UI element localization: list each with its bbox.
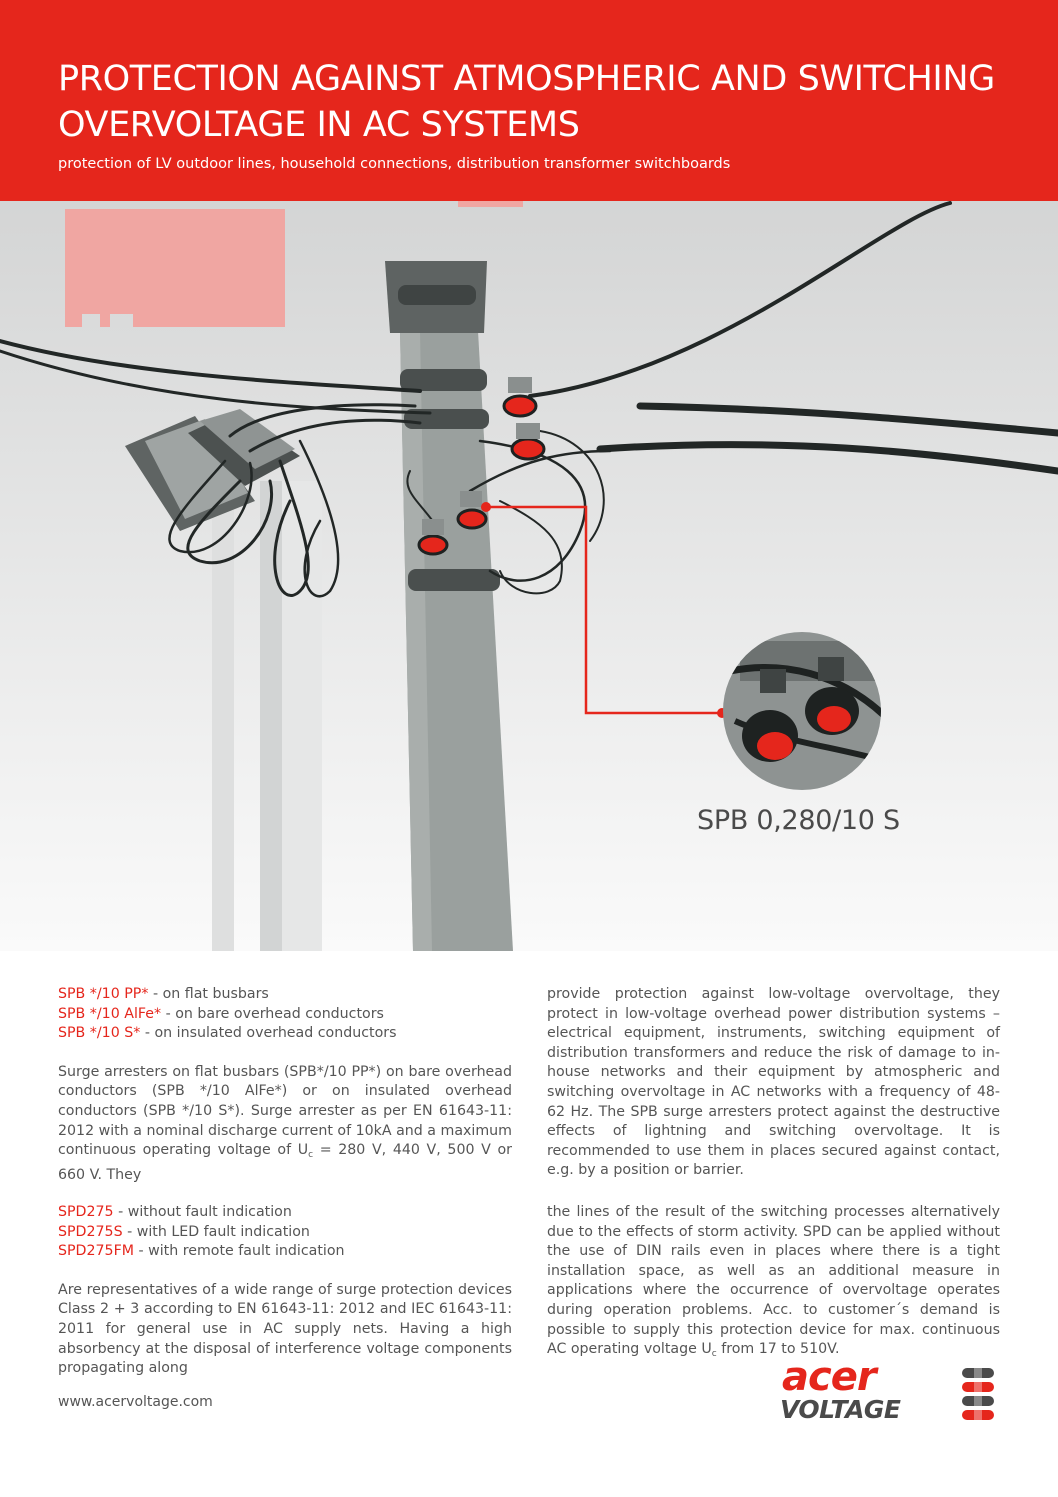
building-silhouette — [65, 209, 285, 327]
coil-mark — [962, 1362, 994, 1424]
page-subtitle: protection of LV outdoor lines, household connections, distribution transformer switchboards — [58, 156, 731, 172]
pole-illustration — [0, 201, 1058, 951]
acer-voltage-logo — [778, 1358, 1008, 1424]
list-item: SPD275FM - with remote fault indication — [58, 1243, 345, 1260]
spd-description-left: Are representatives of a wide range of surge protection devices Class 2 + 3 according to EN 61643-11: 2012 and IEC 61643-11: 2011 for general use in AC supply nets. Having a high absorbency at the disposal of interference voltage components propagating along — [58, 1281, 512, 1377]
list-item: SPB */10 PP* - on flat busbars — [58, 986, 269, 1002]
spb-description-left: Surge arresters on flat busbars (SPB*/10 PP*) on bare overhead conductors (SPB */10 AlFe*) or on insulated overhead conductors (SPB */10 S*). Surge arrester as per EN 61643-11: 2012 with a nominal discharge current of 10kA and a maximum continuous operating voltage of $U_c = 280$ V, 440 V, 500 V or 660 V. They — [58, 1063, 513, 1183]
list-item: SPB */10 S* - on insulated overhead conductors — [58, 1025, 397, 1042]
page-title: PROTECTION AGAINST ATMOSPHERIC AND SWITCHING OVERVOLTAGE IN AC SYSTEMS — [58, 59, 995, 145]
svg-text:VOLTAGE: VOLTAGE — [780, 1395, 901, 1424]
header-banner — [0, 0, 1058, 201]
list-item: SPD275S - with LED fault indication — [58, 1223, 310, 1240]
svg-text:acer: acer — [782, 1358, 876, 1400]
spb-left-column — [58, 985, 512, 1185]
list-item: SPD275 - without fault indication — [58, 1204, 292, 1220]
spb-variant-list — [58, 985, 512, 1044]
list-item: SPB */10 AlFe* - on bare overhead conductors — [58, 1005, 384, 1022]
spd-description-right: the lines of the result of the switching processes alternatively due to the effects of storm activity. SPD can be applied without the use of DIN rails even in places where there is a tight installation space, as well as an additional measure in applications where the occurrence of overvoltage operates during operation problems. Acc. to customer´s demand is possible to supply this protection device for max. continuous AC operating voltage $U_c$ from 17 to 510V. — [547, 1204, 1000, 1360]
spb-description-right: provide protection against low-voltage overvoltage, they protect in low-voltage overhead power distribution systems – electrical equipment, instruments, switching equipment of distribution transformers and reduce the risk of damage to in-house networks and their equipment by atmospheric and switching overvoltage in AC networks with a frequency of 48-62 Hz. The SPB surge arresters protect against the destructive effects of lightning and switching overvoltage. It is recommended to use them in places secured against contact, e.g. by a position or barrier. — [547, 986, 1000, 1179]
callout-product-label: SPB 0,280/10 S — [697, 805, 900, 836]
website-url[interactable]: www.acervoltage.com — [58, 1394, 213, 1410]
spd-left-column — [58, 1203, 512, 1379]
spd-variant-list — [58, 1203, 512, 1262]
spd-right-column — [547, 1203, 1000, 1365]
spb-right-column — [547, 985, 1000, 1181]
